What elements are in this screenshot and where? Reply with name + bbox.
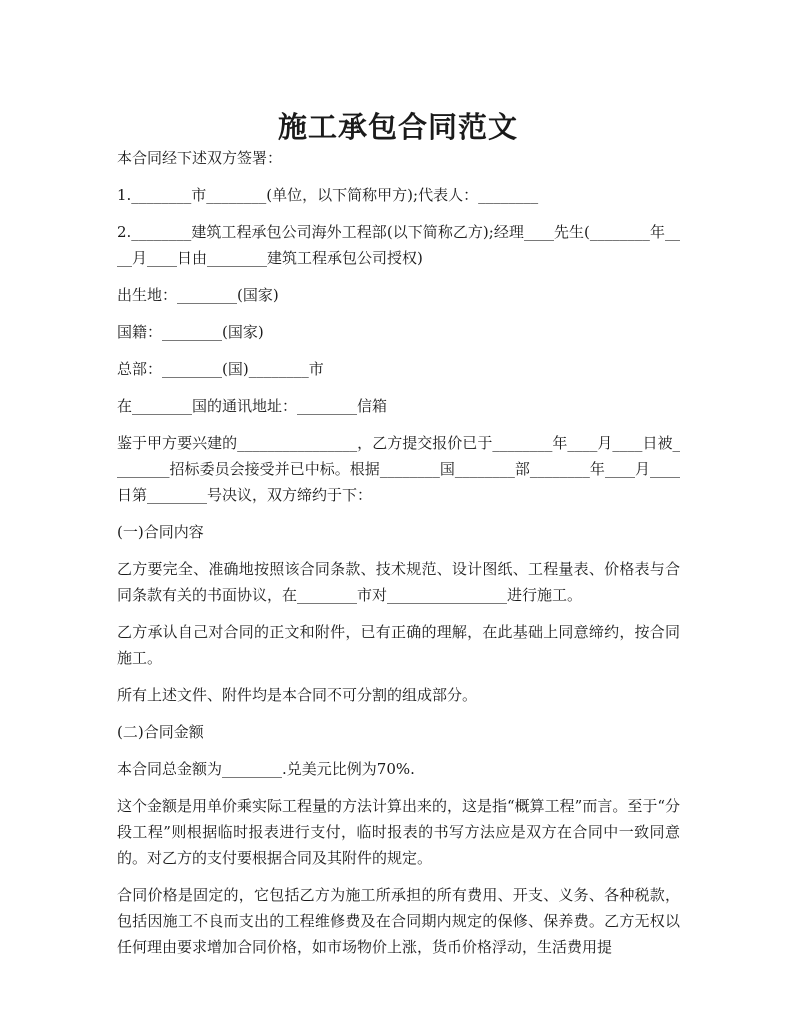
document-body bbox=[117, 145, 680, 971]
document-title: 施工承包合同范文 bbox=[277, 110, 518, 145]
paragraph-party-b: 2.________建筑工程承包公司海外工程部(以下简称乙方);经理____先生(________年____月____日由________建筑工程承包公司授权) bbox=[117, 223, 680, 267]
paragraph-birthplace: 出生地：________(国家) bbox=[117, 286, 279, 304]
paragraph-headquarters: 总部：________(国)________市 bbox=[117, 360, 324, 378]
paragraph-acknowledgement: 乙方承认自己对合同的正文和附件，已有正确的理解，在此基础上同意缔约，按合同施工。 bbox=[117, 623, 680, 667]
paragraph-address: 在________国的通讯地址：________信箱 bbox=[117, 397, 388, 415]
paragraph-calculation: 这个金额是用单价乘实际工程量的方法计算出来的，这是指“概算工程”而言。至于“分段工程”则根据临时报表进行支付，临时报表的书写方法应是双方在合同中一致同意的。对乙方的支付要根据合同及其附件的规定。 bbox=[117, 797, 681, 867]
paragraph-intro: 本合同经下述双方签署： bbox=[117, 149, 283, 167]
paragraph-whereas: 鉴于甲方要兴建的________________，乙方提交报价已于________年____月____日被________招标委员会接受并已中标。根据________国________部________年____月____日第________号决议，双方缔约于下： bbox=[117, 434, 680, 504]
section-heading-contract-amount: (二)合同金额 bbox=[117, 723, 204, 741]
paragraph-scope: 乙方要完全、准确地按照该合同条款、技术规范、设计图纸、工程量表、价格表与合同条款有关的书面协议，在________市对________________进行施工。 bbox=[117, 560, 680, 604]
paragraph-fixed-price: 合同价格是固定的，它包括乙方为施工所承担的所有费用、开支、义务、各种税款，包括因施工不良而支出的工程维修费及在合同期内规定的保修、保养费。乙方无权以任何理由要求增加合同价格，如市场物价上涨，货币价格浮动，生活费用提 bbox=[117, 886, 680, 956]
paragraph-attachments: 所有上述文件、附件均是本合同不可分割的组成部分。 bbox=[117, 686, 478, 704]
paragraph-party-a: 1.________市________(单位，以下简称甲方);代表人：________ bbox=[117, 186, 539, 204]
paragraph-total-amount: 本合同总金额为________.兑美元比例为70%. bbox=[117, 760, 415, 778]
paragraph-nationality: 国籍：________(国家) bbox=[117, 323, 264, 341]
section-heading-contract-content: (一)合同内容 bbox=[117, 523, 204, 541]
